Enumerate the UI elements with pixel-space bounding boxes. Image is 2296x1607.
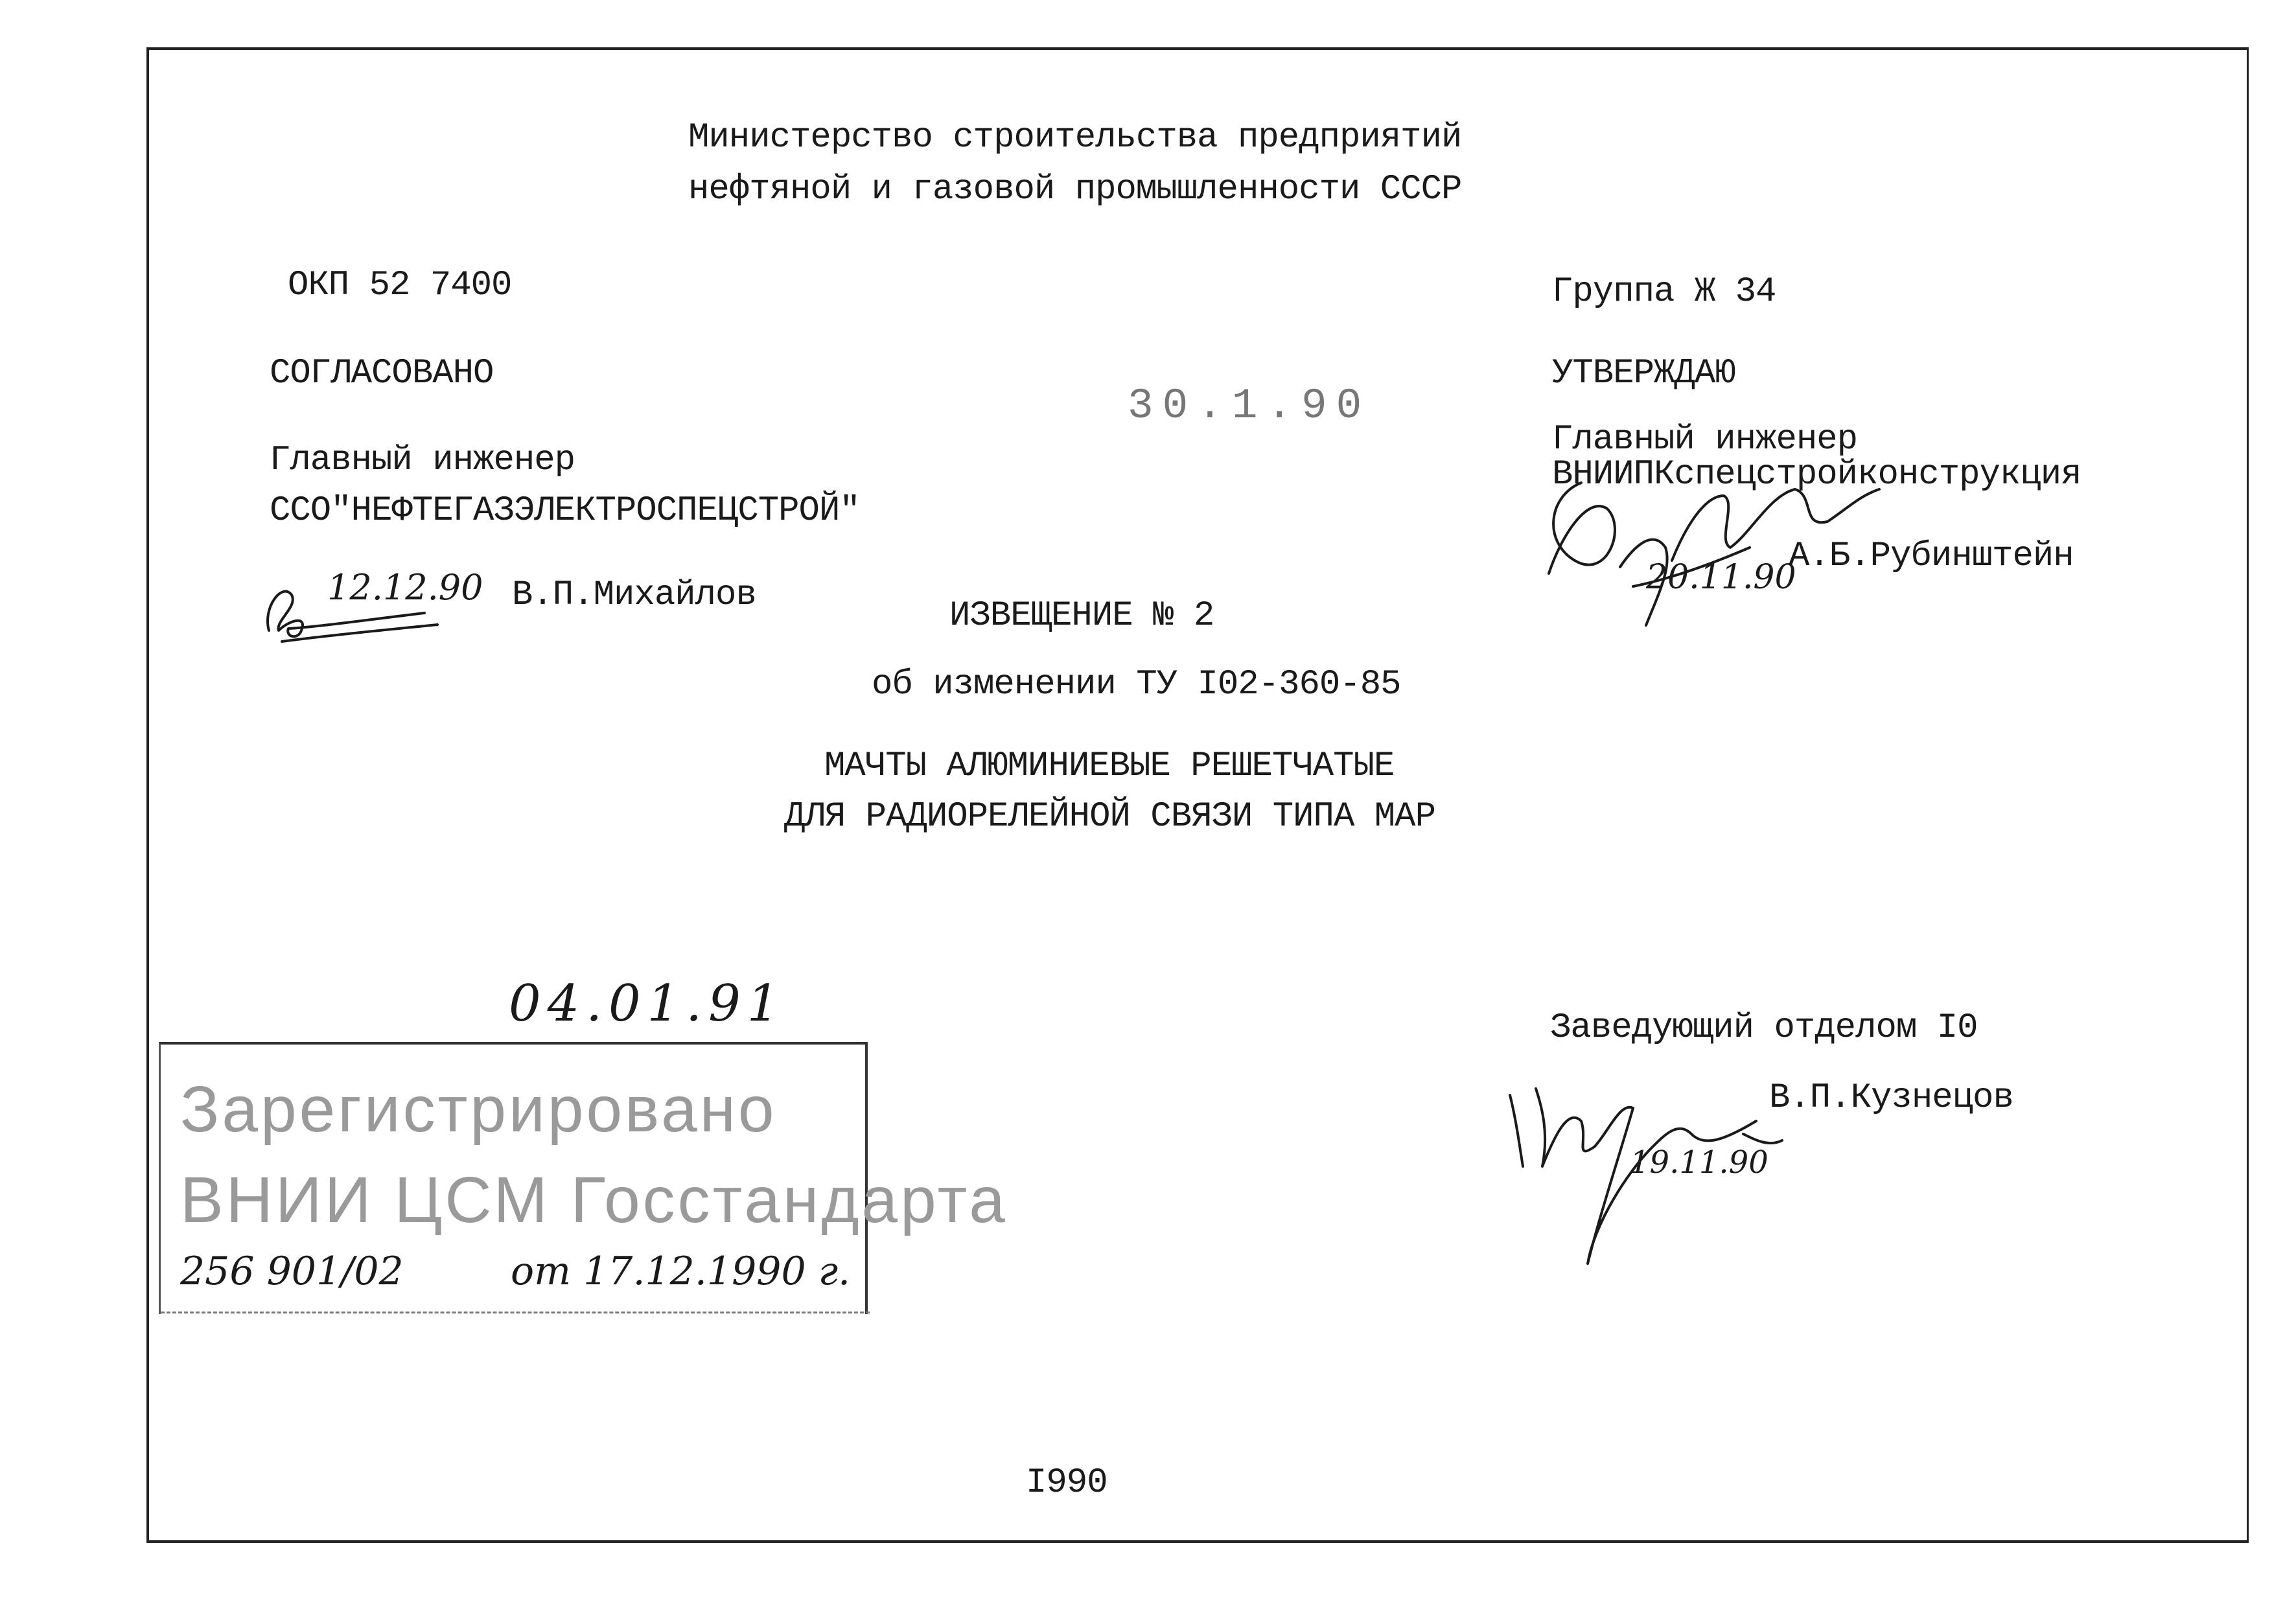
notice-title: ИЗВЕЩЕНИЕ № 2 <box>949 596 1214 636</box>
product-line-1: МАЧТЫ АЛЮМИНИЕВЫЕ РЕШЕТЧАТЫЕ <box>824 746 1395 786</box>
left-organization: ССО"НЕФТЕГАЗЭЛЕКТРОСПЕЦСТРОЙ" <box>270 491 860 531</box>
agreed-label: СОГЛАСОВАНО <box>270 354 494 393</box>
product-line-2: ДЛЯ РАДИОРЕЛЕЙНОЙ СВЯЗИ ТИПА МАР <box>784 797 1435 837</box>
registration-number: 256 901/02 <box>180 1249 404 1294</box>
stamp-bottom-edge <box>161 1312 870 1313</box>
left-signature-date: 12.12.90 <box>327 567 483 608</box>
okp-code: ОКП 52 7400 <box>288 266 512 305</box>
right-signatory: А.Б.Рубинштейн <box>1789 537 2074 576</box>
registration-stamp-number: 30.1.90 <box>1128 382 1371 430</box>
registration-stamp <box>159 1042 1008 1314</box>
right-organization: ВНИИПКспецстройконструкция <box>1552 455 2081 494</box>
department-signature-date: 19.11.90 <box>1630 1144 1768 1181</box>
department-signatory: В.П.Кузнецов <box>1769 1078 2013 1118</box>
stamp-line-2: ВНИИ ЦСМ Госстандарта <box>180 1164 1008 1236</box>
department-head-title: Заведующий отделом I0 <box>1550 1008 1978 1048</box>
stamp-line-1: Зарегистрировано <box>180 1073 777 1146</box>
approve-label: УТВЕРЖДАЮ <box>1552 354 1735 393</box>
left-signatory: В.П.Михайлов <box>512 575 756 615</box>
footer-year: I990 <box>1026 1463 1107 1503</box>
left-position: Главный инженер <box>270 441 575 480</box>
registration-date: от 17.12.1990 г. <box>511 1249 851 1294</box>
registration-handwritten-date: 04.01.91 <box>509 975 786 1033</box>
group-code: Группа Ж 34 <box>1552 272 1776 312</box>
right-position: Главный инженер <box>1552 420 1858 459</box>
ministry-line-1: Министерство строительства предприятий <box>688 118 1462 157</box>
right-signature-date: 20.11.90 <box>1646 558 1796 597</box>
ministry-line-2: нефтяной и газовой промышленности СССР <box>688 170 1462 209</box>
notice-subject: об изменении ТУ I02-360-85 <box>872 665 1401 704</box>
